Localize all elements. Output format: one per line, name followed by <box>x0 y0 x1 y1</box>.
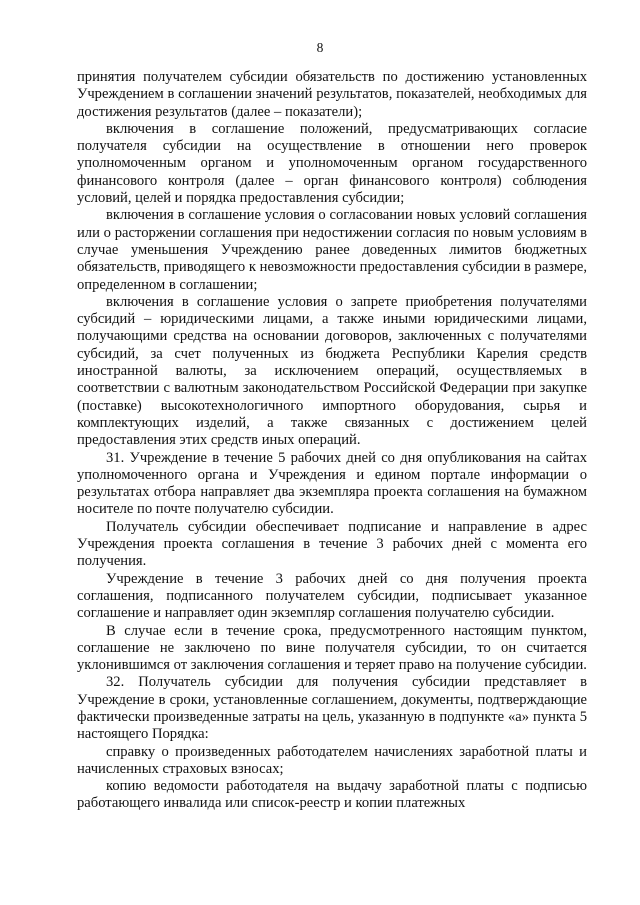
paragraph-6: Получатель субсидии обеспечивает подписание и направление в адрес Учреждения проекта соглашения в течение 3 рабочих дней с момента его получения. <box>77 518 587 570</box>
paragraph-2: включения в соглашение положений, предусматривающих согласие получателя субсидии на осуществление в отношении него проверок уполномоченным органом и уполномоченным органом государственного финансового контроля (далее – орган финансового контроля) соблюдения условий, целей и порядка предоставления субсидии; <box>77 120 587 207</box>
paragraph-11: копию ведомости работодателя на выдачу заработной платы с подписью работающего инвалида или список-реестр и копии платежных <box>77 778 587 812</box>
paragraph-5: 31. Учреждение в течение 5 рабочих дней со дня опубликования на сайтах уполномоченного органа и Учреждения и едином портале информации о результатах отбора направляет два экземпляра проекта соглашения на бумажном носителе по почте получателю субсидии. <box>77 449 587 518</box>
page-number: 8 <box>316 40 324 55</box>
paragraph-3: включения в соглашение условия о согласовании новых условий соглашения или о расторжении соглашения при недостижении согласия по новым условиям в случае уменьшения Учреждению ранее доведенных лимитов бюджетных обязательств, приводящего к невозможности предоставления субсидии в размере, определенном в соглашении; <box>77 207 587 293</box>
paragraph-7: Учреждение в течение 3 рабочих дней со дня получения проекта соглашения, подписанного получателем субсидии, подписывает указанное соглашение и направляет один экземпляр соглашения получателю субсидии. <box>77 570 587 622</box>
paragraph-4: включения в соглашение условия о запрете приобретения получателями субсидий – юридическими лицами, а также иными юридическими лицами, получающими средства на основании договоров, заключенных с получателями субсидий, за счет полученных из бюджета Республики Карелия средств иностранной валюты, за исключением операций, осуществляемых в соответствии с валютным законодательством Российской Федерации при закупке (поставке) высокотехнологичного импортного оборудования, сырья и комплектующих изделий, а также связанных с достижением целей предоставления этих средств иных операций. <box>77 293 587 449</box>
paragraph-8: В случае если в течение срока, предусмотренного настоящим пунктом, соглашение не заключено по вине получателя субсидии, то он считается уклонившимся от заключения соглашения и теряет право на получение субсидии. <box>77 622 587 674</box>
paragraph-10: справку о произведенных работодателем начислениях заработной платы и начисленных страховых взносах; <box>77 743 587 777</box>
paragraph-9: 32. Получатель субсидии для получения субсидии представляет в Учреждение в сроки, установленные соглашением, документы, подтверждающие фактически произведенные затраты на цель, указанную в подпункте «а» пункта 5 настоящего Порядка: <box>77 674 587 743</box>
document-body <box>77 69 587 813</box>
paragraph-1: принятия получателем субсидии обязательств по достижению установленных Учреждением в соглашении значений результатов, показателей, необходимых для достижения результатов (далее – показатели); <box>77 69 587 120</box>
